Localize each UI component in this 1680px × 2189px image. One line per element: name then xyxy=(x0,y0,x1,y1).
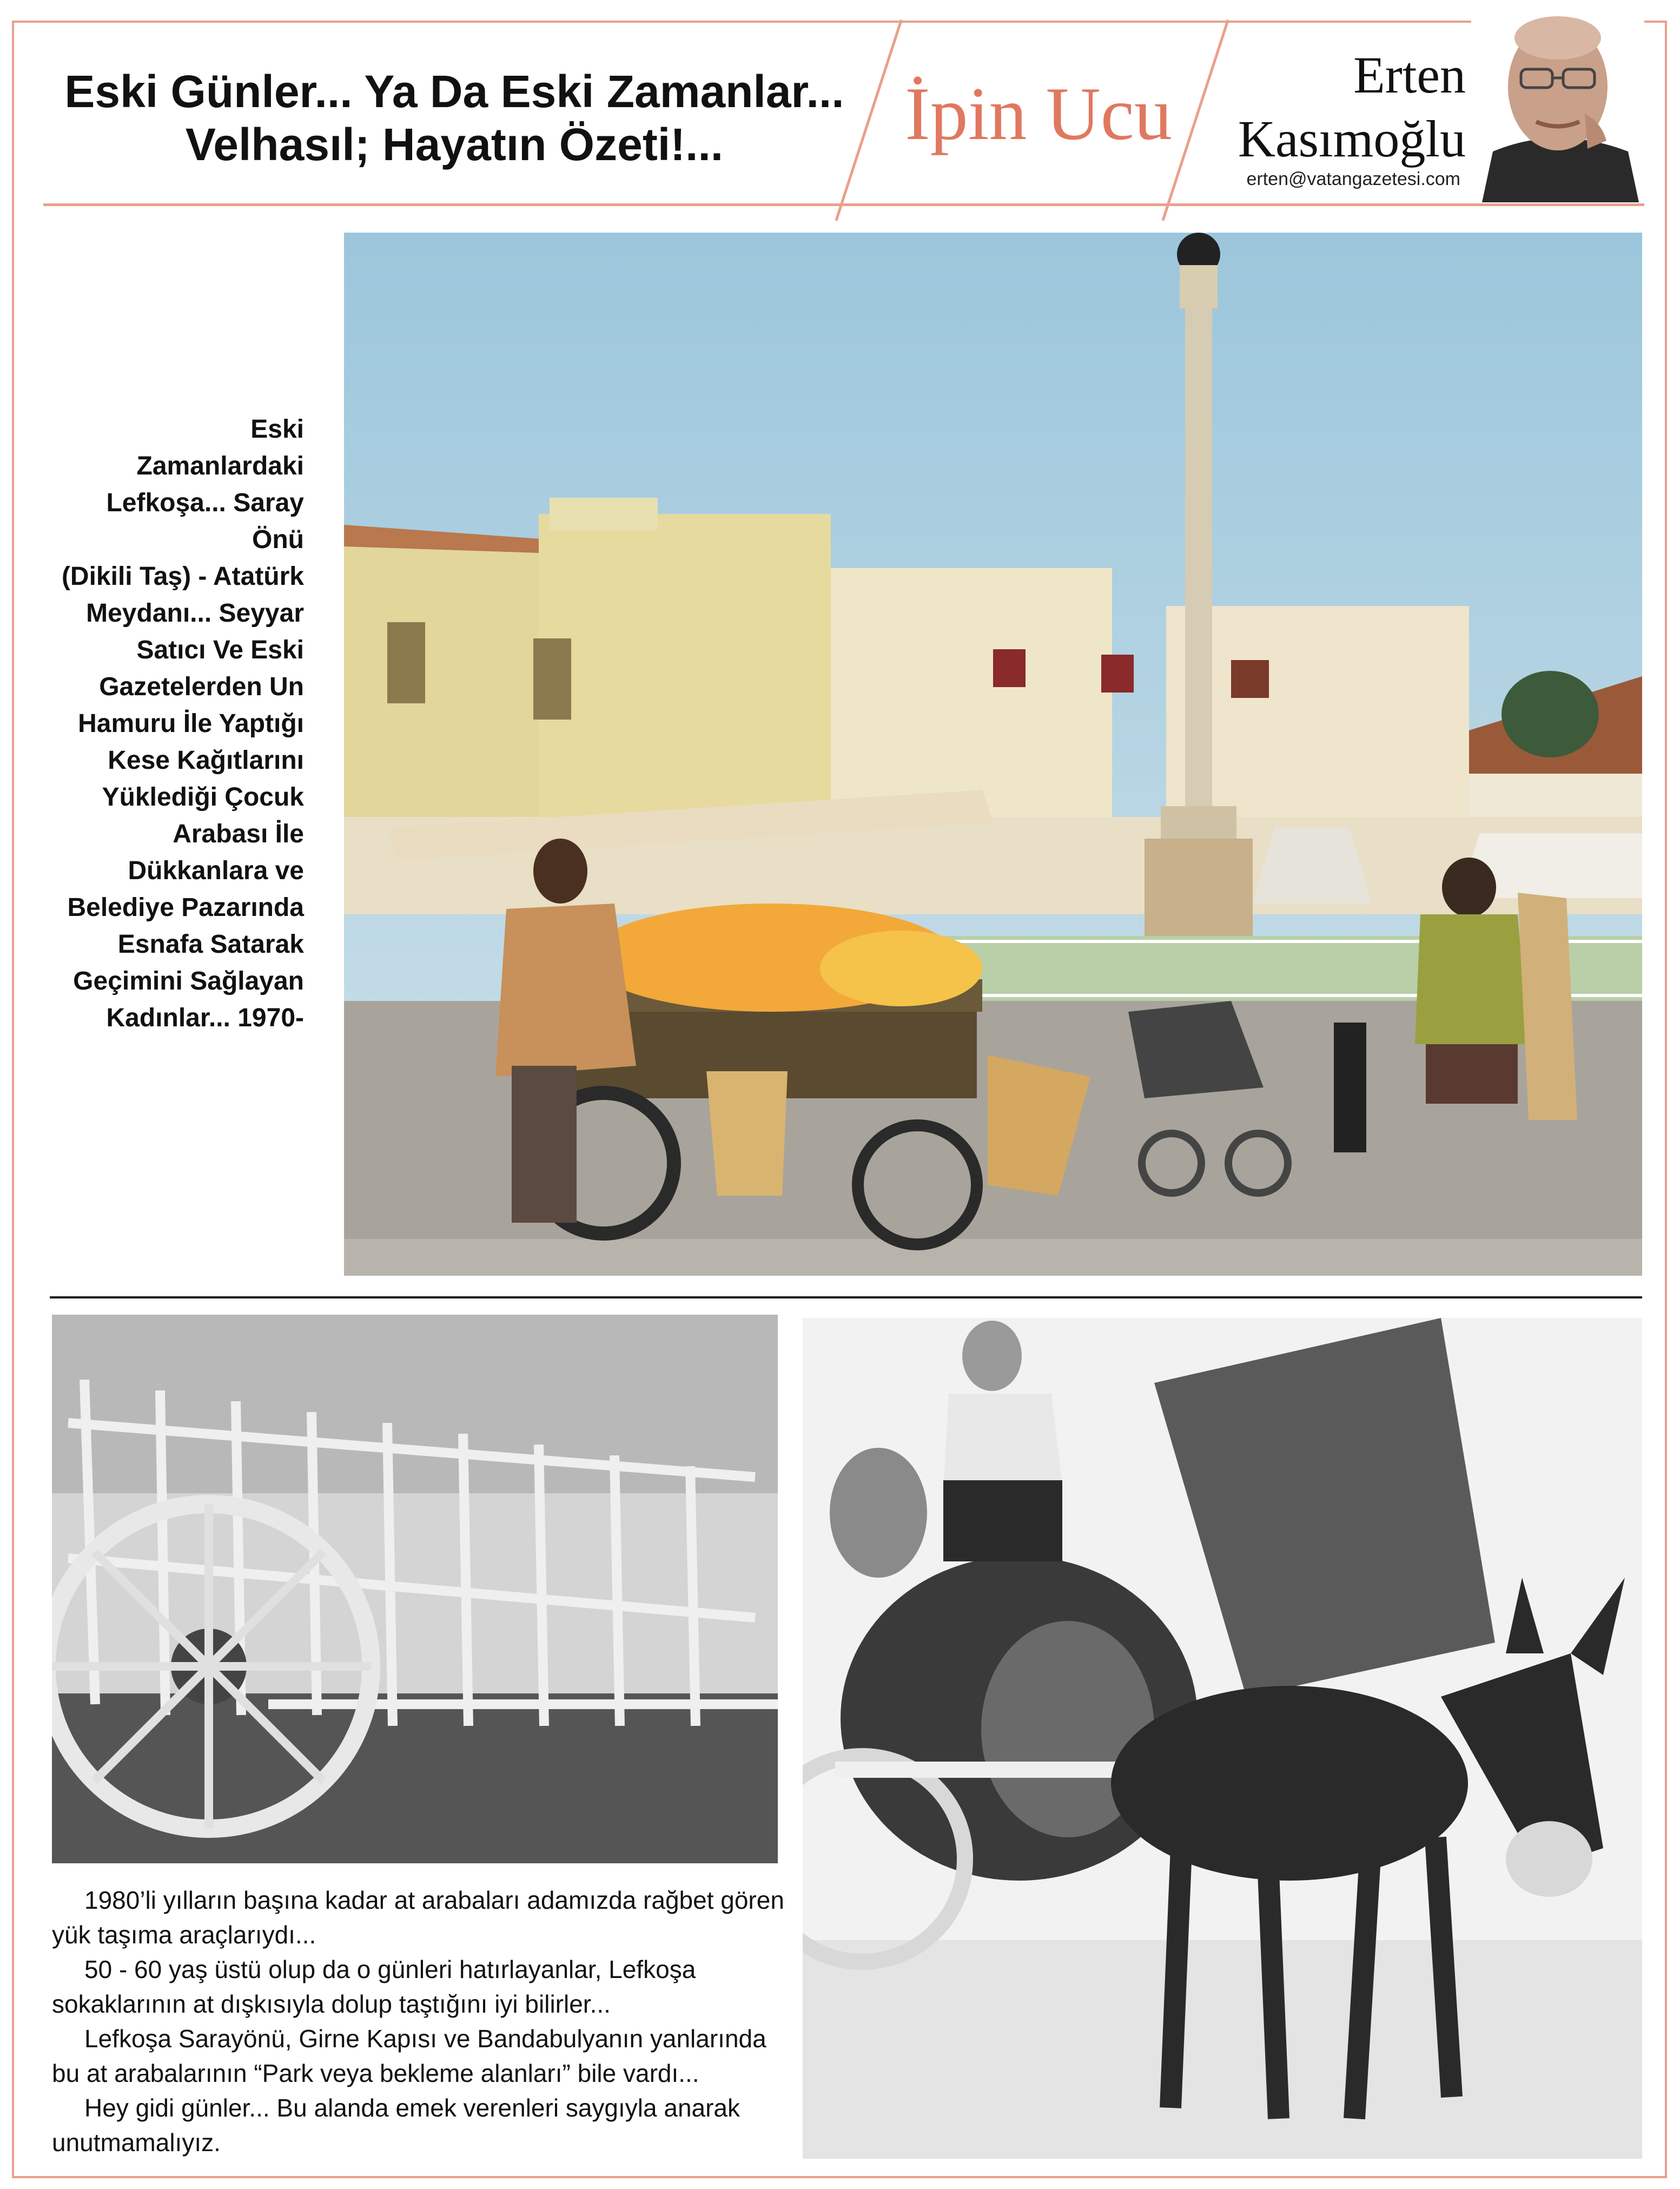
author-portrait xyxy=(1471,5,1644,202)
caption-line: Esnafa Satarak xyxy=(117,930,304,959)
article-body xyxy=(52,1883,788,2160)
headline-line-2: Velhasıl; Hayatın Özeti!... xyxy=(185,119,724,170)
body-paragraph: Lefkoşa Sarayönü, Girne Kapısı ve Bandabulyanın yanlarında bu at arabalarının “Park veya bekleme alanları” bile vardı... xyxy=(52,2025,766,2087)
body-paragraph: 50 - 60 yaş üstü olup da o günleri hatırlayanlar, Lefkoşa sokaklarının at dışkısıyla dolup taştığını iyi bilirler... xyxy=(52,1955,696,2018)
caption-line: Kadınlar... 1970- xyxy=(106,1004,304,1032)
caption-line: Eski Zamanlardaki xyxy=(136,415,304,480)
photo-street-market xyxy=(344,233,1642,1276)
headline xyxy=(49,65,860,171)
author-last-name: Kasımoğlu xyxy=(1238,110,1466,168)
caption-line: Yüklediği Çocuk xyxy=(102,783,304,812)
photo-wooden-cart xyxy=(52,1315,778,1863)
author-email[interactable]: erten@vatangazetesi.com xyxy=(1246,169,1460,189)
caption-line: Dükkanlara ve xyxy=(128,856,304,885)
caption-line: Meydanı... Seyyar xyxy=(86,599,304,628)
caption-line: Lefkoşa... Saray Önü xyxy=(106,489,304,554)
caption-line: Belediye Pazarında xyxy=(67,893,304,922)
caption-line: Gazetelerden Un xyxy=(99,672,304,701)
body-paragraph: 1980’li yılların başına kadar at arabaları adamızda rağbet gören yük taşıma araçlarıydı... xyxy=(52,1886,784,1949)
caption-line: Geçimini Sağlayan xyxy=(73,967,304,995)
photo-donkey-cart xyxy=(803,1318,1642,2159)
headline-line-1: Eski Günler... Ya Da Eski Zamanlar... xyxy=(64,66,844,117)
caption-line: Kese Kağıtlarını xyxy=(108,746,304,775)
caption-line: (Dikili Taş) - Atatürk xyxy=(61,562,304,591)
header-rule xyxy=(43,203,1644,206)
section-divider xyxy=(50,1296,1642,1298)
author-name xyxy=(1195,43,1466,171)
author-first-name: Erten xyxy=(1353,46,1466,104)
photo-1-caption xyxy=(50,411,304,1037)
caption-line: Satıcı Ve Eski xyxy=(136,636,304,664)
body-paragraph: Hey gidi günler... Bu alanda emek verenleri saygıyla anarak unutmamalıyız. xyxy=(52,2094,740,2157)
caption-line: Arabası İle xyxy=(173,820,304,848)
caption-line: Hamuru İle Yaptığı xyxy=(78,709,304,738)
column-name: İpin Ucu xyxy=(905,72,1172,156)
